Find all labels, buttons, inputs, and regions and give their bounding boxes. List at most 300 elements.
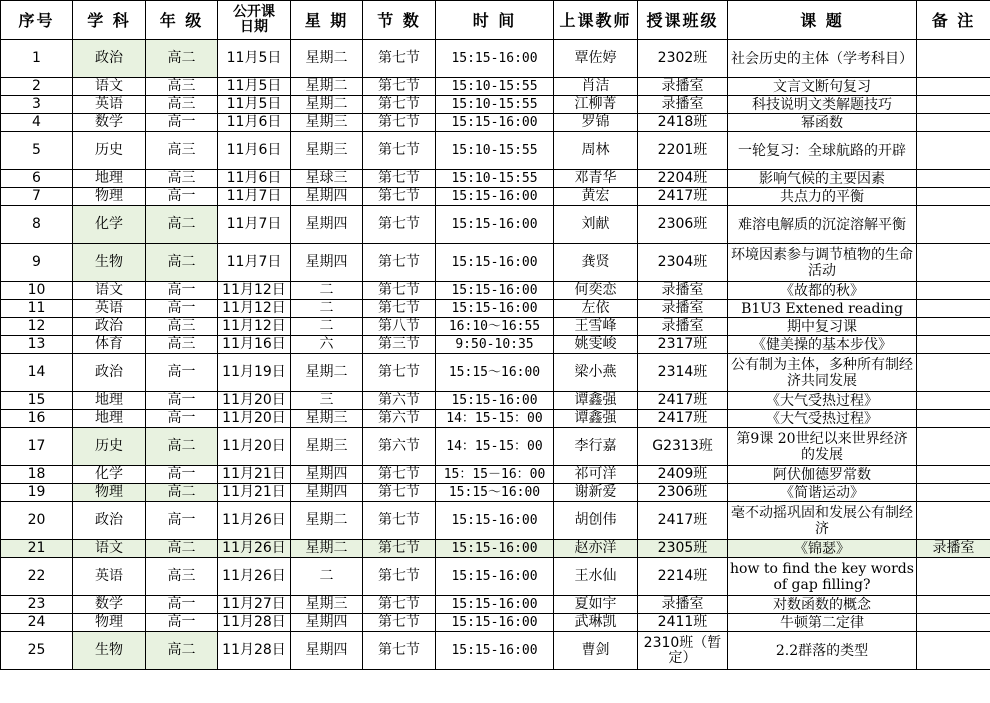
cell-seq: 15 bbox=[1, 392, 73, 410]
cell-topic: 幂函数 bbox=[728, 114, 917, 132]
cell-grade: 高二 bbox=[146, 40, 218, 78]
cell-subject: 政治 bbox=[73, 354, 146, 392]
header-time: 时 间 bbox=[436, 1, 554, 40]
cell-topic: 对数函数的概念 bbox=[728, 596, 917, 614]
cell-seq: 18 bbox=[1, 466, 73, 484]
cell-topic: 《简谐运动》 bbox=[728, 484, 917, 502]
cell-date: 11月27日 bbox=[218, 596, 291, 614]
cell-note bbox=[917, 170, 990, 188]
cell-note bbox=[917, 466, 990, 484]
cell-topic: 难溶电解质的沉淀溶解平衡 bbox=[728, 206, 917, 244]
cell-time: 15:15-16:00 bbox=[436, 596, 554, 614]
cell-period: 第七节 bbox=[363, 484, 436, 502]
table-row bbox=[1, 484, 990, 502]
cell-note bbox=[917, 206, 990, 244]
cell-class: 2302班 bbox=[638, 40, 728, 78]
cell-weekday: 星期三 bbox=[291, 132, 363, 170]
cell-teacher: 祁可洋 bbox=[554, 466, 638, 484]
cell-seq: 6 bbox=[1, 170, 73, 188]
cell-grade: 高一 bbox=[146, 354, 218, 392]
cell-subject: 化学 bbox=[73, 206, 146, 244]
cell-period: 第八节 bbox=[363, 318, 436, 336]
cell-date: 11月28日 bbox=[218, 632, 291, 670]
cell-weekday: 星期二 bbox=[291, 40, 363, 78]
cell-subject: 英语 bbox=[73, 96, 146, 114]
cell-seq: 13 bbox=[1, 336, 73, 354]
cell-date: 11月12日 bbox=[218, 282, 291, 300]
cell-teacher: 覃佐婷 bbox=[554, 40, 638, 78]
cell-time: 15:15～16:00 bbox=[436, 354, 554, 392]
table-row bbox=[1, 132, 990, 170]
cell-grade: 高一 bbox=[146, 410, 218, 428]
cell-class: 2306班 bbox=[638, 206, 728, 244]
cell-weekday: 星期三 bbox=[291, 596, 363, 614]
cell-teacher: 龚贤 bbox=[554, 244, 638, 282]
cell-period: 第七节 bbox=[363, 170, 436, 188]
cell-subject: 数学 bbox=[73, 596, 146, 614]
header-note: 备 注 bbox=[917, 1, 990, 40]
cell-time: 15:10-15:55 bbox=[436, 132, 554, 170]
cell-teacher: 刘献 bbox=[554, 206, 638, 244]
cell-topic: 牛顿第二定律 bbox=[728, 614, 917, 632]
cell-teacher: 李行嘉 bbox=[554, 428, 638, 466]
cell-date: 11月5日 bbox=[218, 40, 291, 78]
cell-date: 11月7日 bbox=[218, 188, 291, 206]
cell-time: 15:15-16:00 bbox=[436, 206, 554, 244]
cell-date: 11月7日 bbox=[218, 206, 291, 244]
cell-class: 2417班 bbox=[638, 188, 728, 206]
cell-grade: 高二 bbox=[146, 206, 218, 244]
cell-class: 2417班 bbox=[638, 392, 728, 410]
cell-date: 11月19日 bbox=[218, 354, 291, 392]
cell-time: 15:15-16:00 bbox=[436, 40, 554, 78]
cell-topic: 公有制为主体，多种所有制经济共同发展 bbox=[728, 354, 917, 392]
cell-topic: 《锦瑟》 bbox=[728, 540, 917, 558]
cell-subject: 物理 bbox=[73, 188, 146, 206]
cell-teacher: 胡创伟 bbox=[554, 502, 638, 540]
table-row bbox=[1, 502, 990, 540]
table-row bbox=[1, 466, 990, 484]
cell-date: 11月20日 bbox=[218, 428, 291, 466]
cell-period: 第六节 bbox=[363, 428, 436, 466]
cell-topic: 2.2群落的类型 bbox=[728, 632, 917, 670]
cell-teacher: 江柳菁 bbox=[554, 96, 638, 114]
cell-subject: 语文 bbox=[73, 282, 146, 300]
cell-period: 第七节 bbox=[363, 540, 436, 558]
cell-teacher: 谢新爱 bbox=[554, 484, 638, 502]
header-topic: 课 题 bbox=[728, 1, 917, 40]
cell-period: 第六节 bbox=[363, 410, 436, 428]
cell-subject: 语文 bbox=[73, 540, 146, 558]
cell-date: 11月6日 bbox=[218, 114, 291, 132]
cell-time: 15:15-16:00 bbox=[436, 502, 554, 540]
cell-time: 9:50-10:35 bbox=[436, 336, 554, 354]
cell-weekday: 六 bbox=[291, 336, 363, 354]
cell-period: 第六节 bbox=[363, 392, 436, 410]
cell-note bbox=[917, 392, 990, 410]
cell-class: 2417班 bbox=[638, 410, 728, 428]
cell-weekday: 星期三 bbox=[291, 428, 363, 466]
cell-date: 11月20日 bbox=[218, 392, 291, 410]
cell-note bbox=[917, 96, 990, 114]
cell-note bbox=[917, 502, 990, 540]
cell-subject: 地理 bbox=[73, 392, 146, 410]
cell-time: 15:10-15:55 bbox=[436, 170, 554, 188]
cell-teacher: 左依 bbox=[554, 300, 638, 318]
cell-note bbox=[917, 318, 990, 336]
cell-grade: 高二 bbox=[146, 484, 218, 502]
cell-topic: 社会历史的主体（学考科目） bbox=[728, 40, 917, 78]
header-grade: 年 级 bbox=[146, 1, 218, 40]
cell-class: 录播室 bbox=[638, 96, 728, 114]
cell-note bbox=[917, 336, 990, 354]
cell-teacher: 王雪峰 bbox=[554, 318, 638, 336]
cell-topic: 《故都的秋》 bbox=[728, 282, 917, 300]
cell-weekday: 星期三 bbox=[291, 114, 363, 132]
header-date-line2: 日期 bbox=[240, 19, 268, 35]
cell-topic: 期中复习课 bbox=[728, 318, 917, 336]
cell-time: 15:15-16:00 bbox=[436, 632, 554, 670]
cell-time: 15:15-16:00 bbox=[436, 614, 554, 632]
cell-time: 15:10-15:55 bbox=[436, 78, 554, 96]
cell-date: 11月21日 bbox=[218, 466, 291, 484]
cell-class: 2409班 bbox=[638, 466, 728, 484]
cell-teacher: 谭鑫强 bbox=[554, 392, 638, 410]
cell-note bbox=[917, 300, 990, 318]
cell-teacher: 王水仙 bbox=[554, 558, 638, 596]
table-row bbox=[1, 188, 990, 206]
cell-period: 第七节 bbox=[363, 300, 436, 318]
cell-weekday: 星期四 bbox=[291, 614, 363, 632]
table-row bbox=[1, 300, 990, 318]
cell-grade: 高一 bbox=[146, 614, 218, 632]
cell-subject: 数学 bbox=[73, 114, 146, 132]
cell-seq: 11 bbox=[1, 300, 73, 318]
cell-grade: 高一 bbox=[146, 502, 218, 540]
cell-topic: 环境因素参与调节植物的生命活动 bbox=[728, 244, 917, 282]
table-row bbox=[1, 540, 990, 558]
cell-note bbox=[917, 410, 990, 428]
cell-note: 录播室 bbox=[917, 540, 990, 558]
cell-topic: 《大气受热过程》 bbox=[728, 392, 917, 410]
cell-subject: 地理 bbox=[73, 410, 146, 428]
header-period: 节 数 bbox=[363, 1, 436, 40]
table-row bbox=[1, 96, 990, 114]
cell-teacher: 谭鑫强 bbox=[554, 410, 638, 428]
cell-seq: 17 bbox=[1, 428, 73, 466]
cell-subject: 政治 bbox=[73, 40, 146, 78]
cell-date: 11月12日 bbox=[218, 318, 291, 336]
header-date bbox=[218, 1, 291, 40]
cell-topic: 阿伏伽德罗常数 bbox=[728, 466, 917, 484]
table-row bbox=[1, 78, 990, 96]
table-row bbox=[1, 354, 990, 392]
cell-time: 15:15-16:00 bbox=[436, 282, 554, 300]
cell-grade: 高二 bbox=[146, 428, 218, 466]
cell-date: 11月7日 bbox=[218, 244, 291, 282]
cell-note bbox=[917, 188, 990, 206]
cell-subject: 政治 bbox=[73, 502, 146, 540]
cell-weekday: 星期四 bbox=[291, 466, 363, 484]
cell-teacher: 周林 bbox=[554, 132, 638, 170]
table-row bbox=[1, 244, 990, 282]
cell-date: 11月5日 bbox=[218, 96, 291, 114]
cell-seq: 23 bbox=[1, 596, 73, 614]
cell-date: 11月20日 bbox=[218, 410, 291, 428]
cell-period: 第三节 bbox=[363, 336, 436, 354]
cell-date: 11月28日 bbox=[218, 614, 291, 632]
cell-weekday: 星期四 bbox=[291, 206, 363, 244]
cell-note bbox=[917, 632, 990, 670]
cell-period: 第七节 bbox=[363, 282, 436, 300]
cell-time: 16:10～16:55 bbox=[436, 318, 554, 336]
cell-weekday: 星期三 bbox=[291, 410, 363, 428]
cell-note bbox=[917, 78, 990, 96]
cell-grade: 高三 bbox=[146, 558, 218, 596]
cell-weekday: 星期二 bbox=[291, 78, 363, 96]
cell-class: 2204班 bbox=[638, 170, 728, 188]
cell-grade: 高三 bbox=[146, 132, 218, 170]
cell-period: 第七节 bbox=[363, 502, 436, 540]
cell-class: 录播室 bbox=[638, 282, 728, 300]
cell-period: 第七节 bbox=[363, 188, 436, 206]
cell-seq: 21 bbox=[1, 540, 73, 558]
table-row bbox=[1, 114, 990, 132]
cell-topic: B1U3 Extened reading bbox=[728, 300, 917, 318]
cell-seq: 9 bbox=[1, 244, 73, 282]
cell-date: 11月26日 bbox=[218, 558, 291, 596]
cell-topic: 毫不动摇巩固和发展公有制经济 bbox=[728, 502, 917, 540]
cell-weekday: 星期二 bbox=[291, 502, 363, 540]
cell-note bbox=[917, 114, 990, 132]
cell-weekday: 星期二 bbox=[291, 354, 363, 392]
cell-teacher: 何奕恋 bbox=[554, 282, 638, 300]
cell-date: 11月6日 bbox=[218, 132, 291, 170]
cell-seq: 22 bbox=[1, 558, 73, 596]
cell-class: 2310班（暂定） bbox=[638, 632, 728, 670]
cell-time: 15:15-16:00 bbox=[436, 558, 554, 596]
cell-class: 2201班 bbox=[638, 132, 728, 170]
cell-grade: 高一 bbox=[146, 466, 218, 484]
cell-note bbox=[917, 354, 990, 392]
cell-grade: 高二 bbox=[146, 244, 218, 282]
cell-note bbox=[917, 132, 990, 170]
cell-weekday: 二 bbox=[291, 282, 363, 300]
cell-time: 15:15-16:00 bbox=[436, 392, 554, 410]
cell-subject: 地理 bbox=[73, 170, 146, 188]
cell-seq: 16 bbox=[1, 410, 73, 428]
cell-grade: 高一 bbox=[146, 282, 218, 300]
cell-period: 第七节 bbox=[363, 466, 436, 484]
cell-grade: 高一 bbox=[146, 300, 218, 318]
cell-teacher: 肖洁 bbox=[554, 78, 638, 96]
cell-class: G2313班 bbox=[638, 428, 728, 466]
header-weekday: 星 期 bbox=[291, 1, 363, 40]
cell-class: 2417班 bbox=[638, 502, 728, 540]
cell-period: 第七节 bbox=[363, 596, 436, 614]
cell-weekday: 星期二 bbox=[291, 96, 363, 114]
cell-period: 第七节 bbox=[363, 132, 436, 170]
cell-seq: 20 bbox=[1, 502, 73, 540]
cell-seq: 7 bbox=[1, 188, 73, 206]
cell-period: 第七节 bbox=[363, 632, 436, 670]
table-row bbox=[1, 282, 990, 300]
cell-seq: 2 bbox=[1, 78, 73, 96]
cell-period: 第七节 bbox=[363, 78, 436, 96]
table-row bbox=[1, 558, 990, 596]
cell-teacher: 姚雯峻 bbox=[554, 336, 638, 354]
cell-period: 第七节 bbox=[363, 614, 436, 632]
cell-subject: 历史 bbox=[73, 428, 146, 466]
cell-period: 第七节 bbox=[363, 206, 436, 244]
cell-teacher: 梁小燕 bbox=[554, 354, 638, 392]
cell-seq: 14 bbox=[1, 354, 73, 392]
table-row bbox=[1, 336, 990, 354]
cell-weekday: 星期四 bbox=[291, 244, 363, 282]
cell-class: 录播室 bbox=[638, 596, 728, 614]
header-row bbox=[1, 1, 990, 40]
cell-class: 2418班 bbox=[638, 114, 728, 132]
cell-grade: 高一 bbox=[146, 114, 218, 132]
cell-time: 14：15-15：00 bbox=[436, 410, 554, 428]
cell-teacher: 邓青华 bbox=[554, 170, 638, 188]
cell-teacher: 武琳凯 bbox=[554, 614, 638, 632]
cell-teacher: 罗锦 bbox=[554, 114, 638, 132]
cell-subject: 生物 bbox=[73, 632, 146, 670]
cell-topic: 《大气受热过程》 bbox=[728, 410, 917, 428]
cell-teacher: 黄宏 bbox=[554, 188, 638, 206]
cell-teacher: 夏如宇 bbox=[554, 596, 638, 614]
cell-time: 15:15-16:00 bbox=[436, 114, 554, 132]
cell-grade: 高三 bbox=[146, 170, 218, 188]
cell-weekday: 二 bbox=[291, 558, 363, 596]
cell-topic: 《健美操的基本步伐》 bbox=[728, 336, 917, 354]
cell-period: 第七节 bbox=[363, 244, 436, 282]
cell-subject: 物理 bbox=[73, 484, 146, 502]
cell-date: 11月16日 bbox=[218, 336, 291, 354]
cell-date: 11月12日 bbox=[218, 300, 291, 318]
cell-time: 14：15-15：00 bbox=[436, 428, 554, 466]
cell-period: 第七节 bbox=[363, 558, 436, 596]
cell-seq: 3 bbox=[1, 96, 73, 114]
cell-seq: 4 bbox=[1, 114, 73, 132]
header-teacher: 上课教师 bbox=[554, 1, 638, 40]
cell-weekday: 星期四 bbox=[291, 484, 363, 502]
cell-weekday: 星球三 bbox=[291, 170, 363, 188]
table-row bbox=[1, 170, 990, 188]
cell-time: 15:15-16:00 bbox=[436, 188, 554, 206]
cell-topic: 文言文断句复习 bbox=[728, 78, 917, 96]
cell-subject: 政治 bbox=[73, 318, 146, 336]
cell-seq: 25 bbox=[1, 632, 73, 670]
cell-subject: 英语 bbox=[73, 558, 146, 596]
table-row bbox=[1, 206, 990, 244]
cell-subject: 历史 bbox=[73, 132, 146, 170]
table-row bbox=[1, 40, 990, 78]
cell-seq: 12 bbox=[1, 318, 73, 336]
cell-note bbox=[917, 558, 990, 596]
cell-grade: 高一 bbox=[146, 596, 218, 614]
cell-teacher: 曹剑 bbox=[554, 632, 638, 670]
cell-teacher: 赵亦洋 bbox=[554, 540, 638, 558]
cell-topic: how to find the key words of gap filling? bbox=[728, 558, 917, 596]
table-row bbox=[1, 632, 990, 670]
cell-class: 2306班 bbox=[638, 484, 728, 502]
cell-date: 11月26日 bbox=[218, 540, 291, 558]
cell-seq: 1 bbox=[1, 40, 73, 78]
cell-grade: 高二 bbox=[146, 540, 218, 558]
cell-topic: 影响气候的主要因素 bbox=[728, 170, 917, 188]
cell-subject: 体育 bbox=[73, 336, 146, 354]
header-subject: 学 科 bbox=[73, 1, 146, 40]
cell-grade: 高一 bbox=[146, 188, 218, 206]
cell-note bbox=[917, 596, 990, 614]
header-seq: 序号 bbox=[1, 1, 73, 40]
cell-date: 11月21日 bbox=[218, 484, 291, 502]
cell-weekday: 星期四 bbox=[291, 188, 363, 206]
table-row bbox=[1, 428, 990, 466]
cell-note bbox=[917, 484, 990, 502]
cell-grade: 高一 bbox=[146, 392, 218, 410]
cell-date: 11月26日 bbox=[218, 502, 291, 540]
cell-weekday: 二 bbox=[291, 300, 363, 318]
cell-time: 15:15-16:00 bbox=[436, 244, 554, 282]
cell-grade: 高三 bbox=[146, 78, 218, 96]
cell-period: 第七节 bbox=[363, 40, 436, 78]
cell-seq: 5 bbox=[1, 132, 73, 170]
cell-subject: 生物 bbox=[73, 244, 146, 282]
cell-topic: 科技说明文类解题技巧 bbox=[728, 96, 917, 114]
cell-time: 15:15～16:00 bbox=[436, 484, 554, 502]
cell-class: 录播室 bbox=[638, 300, 728, 318]
cell-date: 11月6日 bbox=[218, 170, 291, 188]
cell-grade: 高三 bbox=[146, 318, 218, 336]
header-date-line1: 公开课 bbox=[233, 4, 275, 20]
cell-subject: 英语 bbox=[73, 300, 146, 318]
table-row bbox=[1, 318, 990, 336]
cell-note bbox=[917, 40, 990, 78]
cell-time: 15:10-15:55 bbox=[436, 96, 554, 114]
cell-subject: 化学 bbox=[73, 466, 146, 484]
header-class: 授课班级 bbox=[638, 1, 728, 40]
cell-weekday: 三 bbox=[291, 392, 363, 410]
cell-class: 录播室 bbox=[638, 78, 728, 96]
cell-note bbox=[917, 282, 990, 300]
cell-subject: 物理 bbox=[73, 614, 146, 632]
cell-grade: 高三 bbox=[146, 336, 218, 354]
cell-class: 录播室 bbox=[638, 318, 728, 336]
cell-topic: 共点力的平衡 bbox=[728, 188, 917, 206]
cell-date: 11月5日 bbox=[218, 78, 291, 96]
cell-class: 2305班 bbox=[638, 540, 728, 558]
cell-seq: 10 bbox=[1, 282, 73, 300]
cell-seq: 19 bbox=[1, 484, 73, 502]
cell-period: 第七节 bbox=[363, 354, 436, 392]
cell-topic: 一轮复习：全球航路的开辟 bbox=[728, 132, 917, 170]
cell-class: 2411班 bbox=[638, 614, 728, 632]
cell-note bbox=[917, 428, 990, 466]
cell-period: 第七节 bbox=[363, 96, 436, 114]
cell-weekday: 二 bbox=[291, 318, 363, 336]
cell-class: 2304班 bbox=[638, 244, 728, 282]
cell-weekday: 星期四 bbox=[291, 632, 363, 670]
cell-note bbox=[917, 614, 990, 632]
table-row bbox=[1, 410, 990, 428]
cell-topic: 第9课 20世纪以来世界经济的发展 bbox=[728, 428, 917, 466]
cell-time: 15:15-16:00 bbox=[436, 540, 554, 558]
cell-class: 2314班 bbox=[638, 354, 728, 392]
cell-period: 第七节 bbox=[363, 114, 436, 132]
